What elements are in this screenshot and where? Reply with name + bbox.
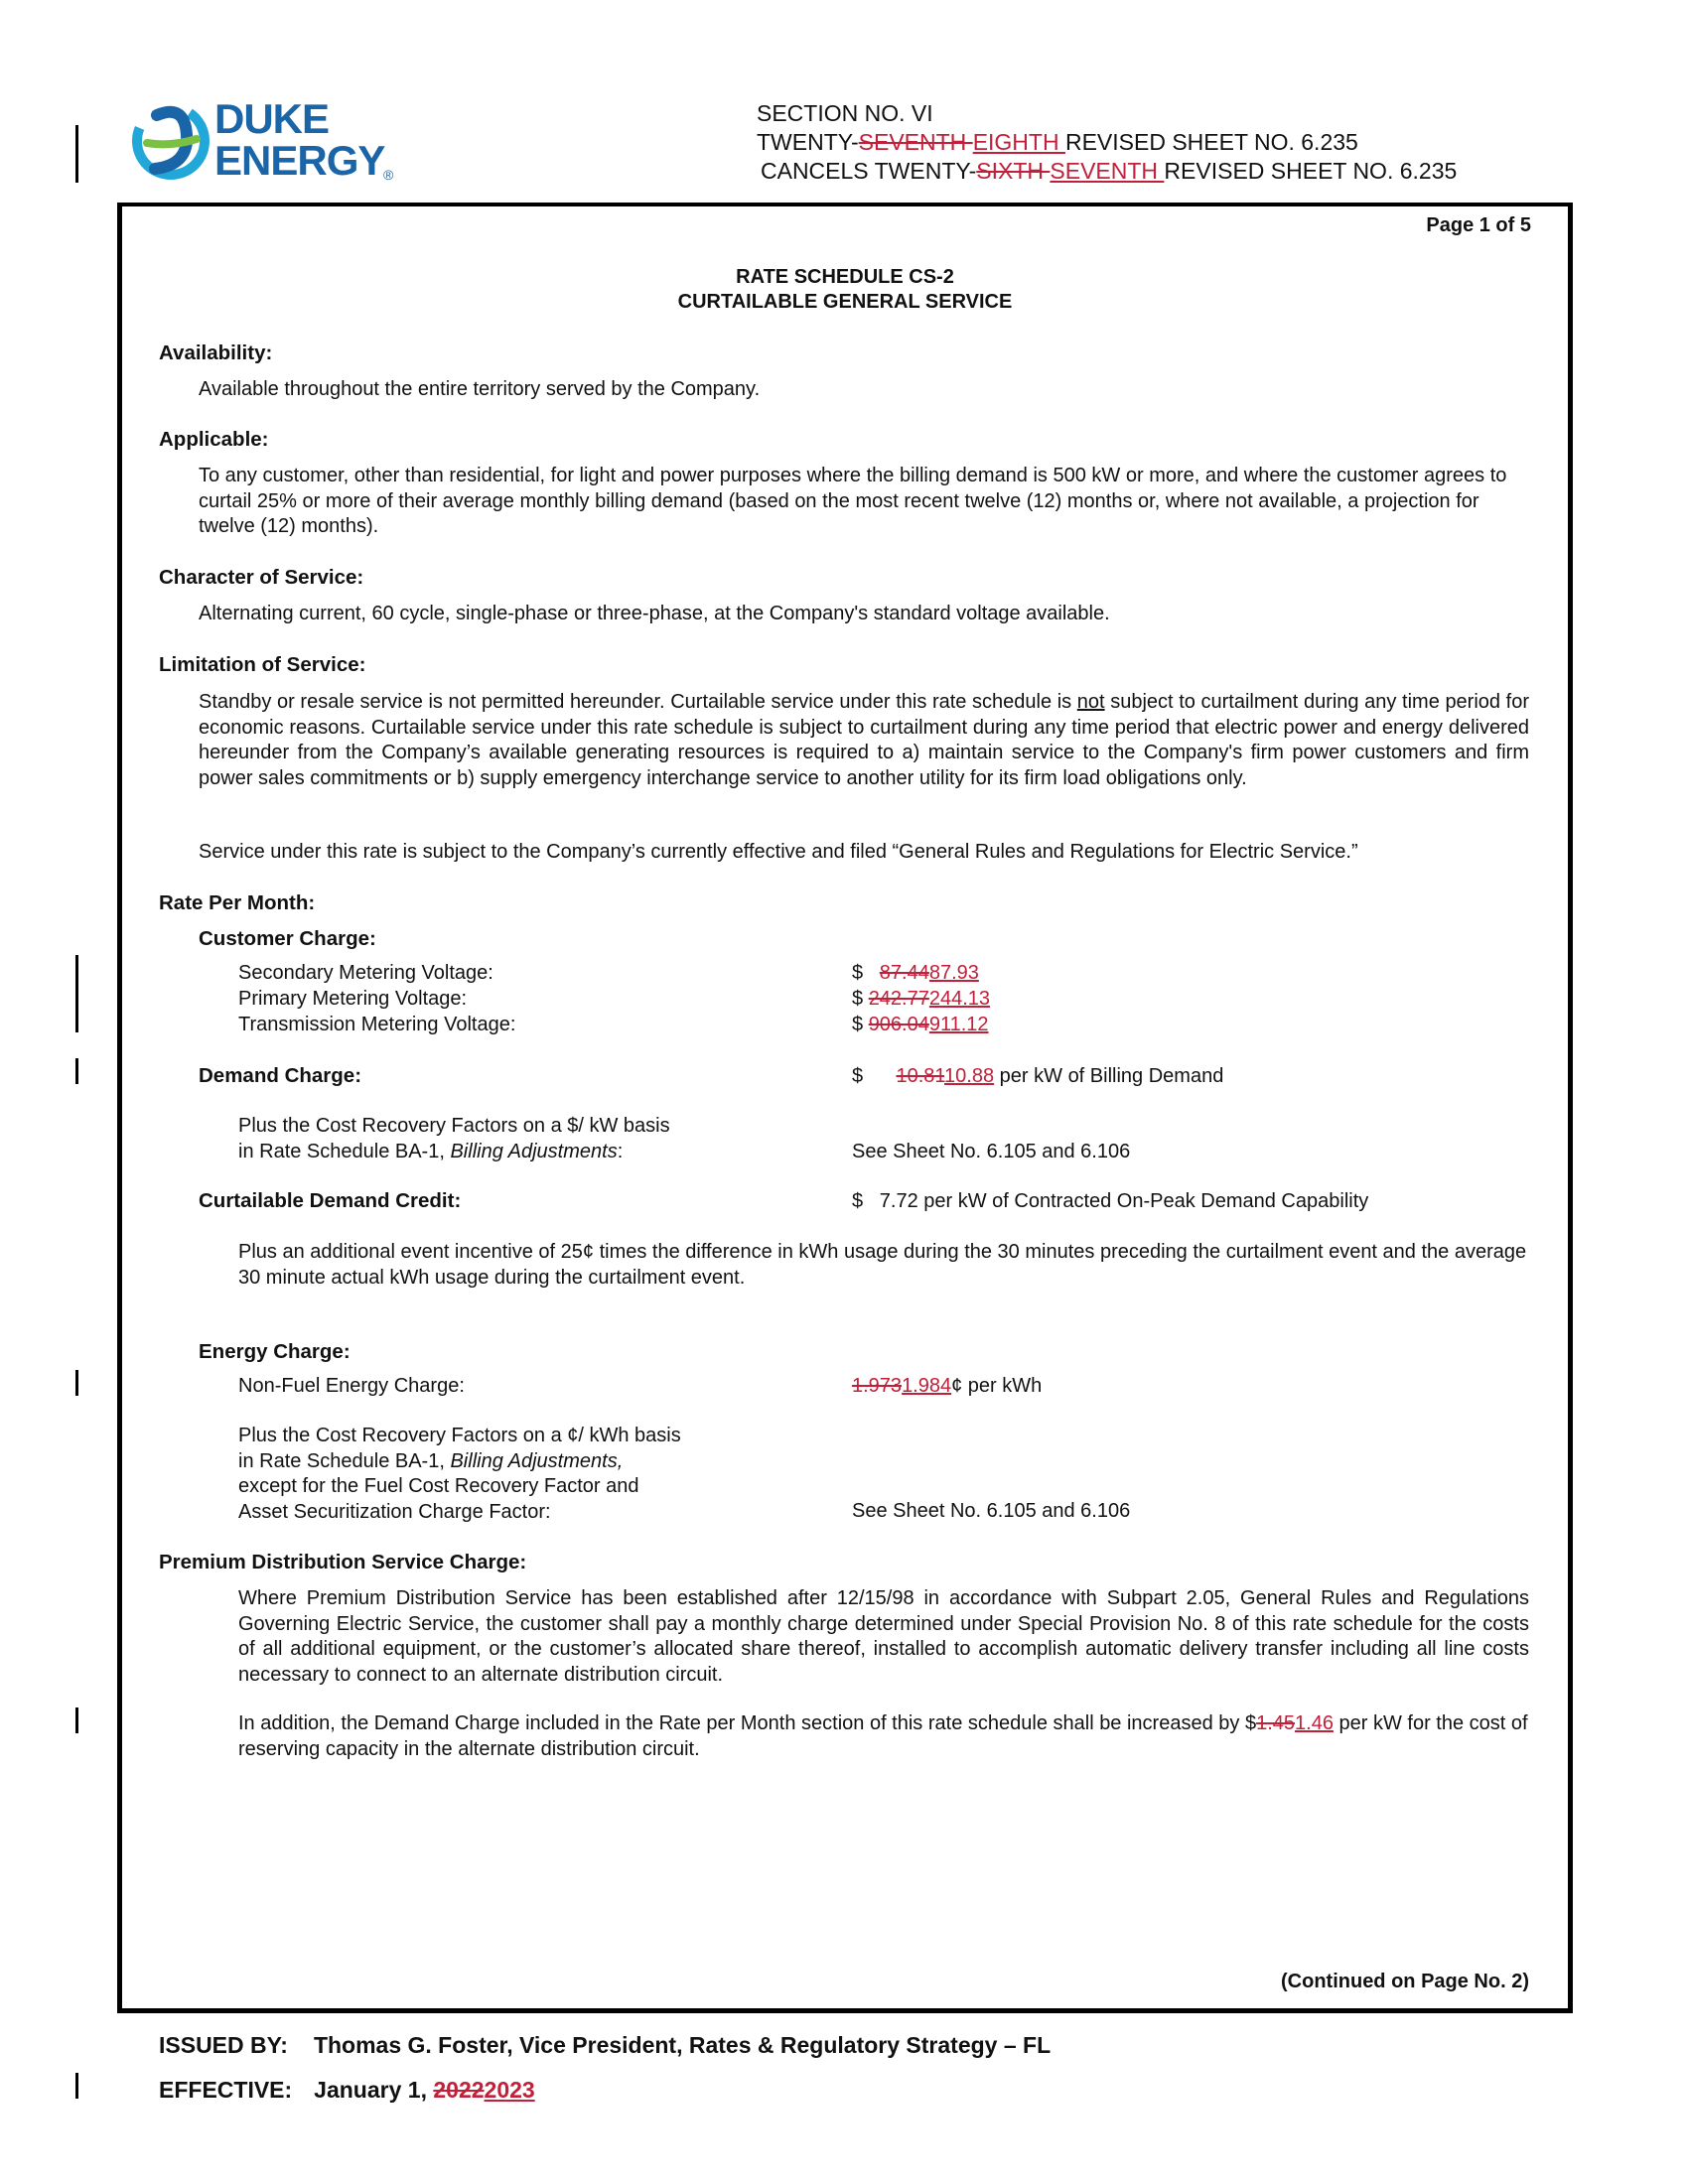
section-number: SECTION NO. VI <box>757 100 933 126</box>
transmission-label: Transmission Metering Voltage: <box>238 1014 516 1035</box>
old-value: 1.45 <box>1256 1712 1296 1734</box>
crf-italic: Billing Adjustments <box>450 1140 618 1162</box>
logo-mark-icon <box>127 95 216 185</box>
change-bar <box>75 2073 78 2099</box>
limitation-paragraph <box>199 690 1529 791</box>
demand-charge-value <box>852 1064 1223 1090</box>
change-bar <box>75 1058 78 1084</box>
applicable-text: To any customer, other than residential, for light and power purposes where the billing demand is 500 kW or more, and where the customer agrees to curtail 25% or more of their average monthly billing demand (based on the most recent twelve (12) months or, where not available, a projection for twelve (12) months). <box>199 465 1507 537</box>
duke-energy-logo <box>127 95 415 191</box>
title-line-2: CURTAILABLE GENERAL SERVICE <box>677 291 1013 313</box>
applicable-heading: Applicable: <box>159 428 269 451</box>
availability-text: Available throughout the entire territory served by the Company. <box>199 378 761 400</box>
limitation-rules-text: Service under this rate is subject to the Company’s currently effective and filed “General Rules and Regulations for Electric Service.” <box>199 841 1358 863</box>
effective-label: EFFECTIVE: <box>159 2077 293 2103</box>
revised-sheet-line <box>757 128 1358 157</box>
transmission-value <box>852 1013 989 1038</box>
availability-heading: Availability: <box>159 341 273 364</box>
character-heading: Character of Service: <box>159 566 364 589</box>
nonfuel-label: Non-Fuel Energy Charge: <box>238 1375 465 1397</box>
premium-heading: Premium Distribution Service Charge: <box>159 1551 527 1573</box>
premium-text-a: In addition, the Demand Charge included in the Rate per Month section of this rate schedule shall be increased by $ <box>238 1712 1257 1734</box>
energy-unit: ¢ per kWh <box>951 1375 1043 1397</box>
cancels-prefix: CANCELS TWENTY- <box>761 158 977 184</box>
crf-energy-line-3: except for the Fuel Cost Recovery Factor and <box>238 1475 639 1497</box>
effective-line <box>159 2077 535 2104</box>
credit-amount: 7.72 per kW of Contracted On-Peak Demand Capability <box>879 1190 1369 1212</box>
old-value: 10.81 <box>896 1065 945 1087</box>
crf-text: in Rate Schedule BA-1, <box>238 1449 451 1472</box>
logo-text-energy: ENERGY <box>214 137 385 184</box>
change-bar <box>75 1370 78 1396</box>
crf-demand-line-2 <box>238 1140 670 1165</box>
energy-charge-heading: Energy Charge: <box>199 1340 351 1363</box>
rate-heading: Rate Per Month: <box>159 891 316 914</box>
new-value: 1.984 <box>902 1375 952 1397</box>
currency-symbol: $ <box>852 1014 864 1035</box>
cancels-suffix: REVISED SHEET NO. 6.235 <box>1164 158 1458 184</box>
change-bar <box>75 955 78 1032</box>
crf-demand-text <box>238 1114 670 1164</box>
change-bar <box>75 125 78 183</box>
schedule-title <box>117 265 1573 315</box>
old-year: 2022 <box>433 2077 485 2103</box>
new-value: 911.12 <box>928 1014 989 1035</box>
cancels-sheet-line <box>761 157 1457 186</box>
crf-energy-line-4: Asset Securitization Charge Factor: <box>238 1500 551 1523</box>
primary-label: Primary Metering Voltage: <box>238 988 468 1010</box>
deleted-ordinal: SEVENTH <box>858 129 973 155</box>
inserted-ordinal: SEVENTH <box>1050 158 1165 184</box>
limitation-not: not <box>1076 691 1105 713</box>
premium-paragraph-2 <box>238 1711 1529 1762</box>
currency-symbol: $ <box>852 1190 864 1212</box>
registered-mark: ® <box>383 167 394 183</box>
crf-energy-value: See Sheet No. 6.105 and 6.106 <box>852 1500 1131 1522</box>
revised-prefix: TWENTY- <box>757 129 859 155</box>
limitation-text-b: subject to curtailment during any time period for economic reasons. Curtailable service under this rate schedule is subject to curtailment during any time period that electric power and energy delivered hereunder from the Company’s available generating resources is required to a) maintain service to the Company's firm power customers and firm power sales commitments or b) supply emergency interchange service to another utility for its firm load obligations only. <box>199 691 1529 789</box>
curtailable-credit-heading: Curtailable Demand Credit: <box>199 1189 462 1212</box>
limitation-heading: Limitation of Service: <box>159 653 366 676</box>
crf-energy-text <box>238 1424 681 1525</box>
issued-label: ISSUED BY: <box>159 2032 288 2058</box>
currency-symbol: $ <box>852 962 864 984</box>
nonfuel-value <box>852 1374 1042 1400</box>
customer-charge-heading: Customer Charge: <box>199 927 376 950</box>
new-value: 87.93 <box>928 962 979 984</box>
premium-paragraph-1: Where Premium Distribution Service has been established after 12/15/98 in accordance with Subpart 2.05, General Rules and Regulations Governing Electric Service, the customer shall pay a monthly charge determined under Special Provision No. 8 of this rate schedule for the costs of all additional equipment, or the customer’s allocated share thereof, installed to accomplish automatic delivery transfer including all line costs necessary to connect to an alternate distribution circuit. <box>238 1587 1529 1686</box>
crf-italic: Billing Adjustments, <box>450 1449 624 1472</box>
crf-colon: : <box>617 1140 624 1162</box>
effective-prefix: January 1, <box>314 2077 434 2103</box>
revised-suffix: REVISED SHEET NO. 6.235 <box>1064 129 1358 155</box>
page-number: Page 1 of 5 <box>1426 214 1531 236</box>
new-year: 2023 <box>484 2077 535 2103</box>
crf-energy-line-1: Plus the Cost Recovery Factors on a ¢/ kWh basis <box>238 1425 681 1446</box>
issued-by-line <box>159 2032 1051 2059</box>
inserted-ordinal: EIGHTH <box>972 129 1065 155</box>
issued-value: Thomas G. Foster, Vice President, Rates & Regulatory Strategy – FL <box>313 2032 1052 2058</box>
crf-text: in Rate Schedule BA-1, <box>238 1140 451 1162</box>
event-incentive-text: Plus an additional event incentive of 25¢ times the difference in kWh usage during the 30 minutes preceding the curtailment event and the average 30 minute actual kWh usage during the curtailment event. <box>238 1241 1527 1289</box>
crf-energy-line-2 <box>238 1449 681 1475</box>
old-value: 1.973 <box>852 1375 903 1397</box>
limitation-text-a: Standby or resale service is not permitted hereunder. Curtailable service under this rate schedule is <box>199 691 1077 713</box>
old-value: 906.04 <box>868 1014 929 1035</box>
secondary-label: Secondary Metering Voltage: <box>238 962 493 984</box>
new-value: 244.13 <box>928 988 991 1010</box>
premium-text-b: per kW for the cost of reserving capacity in the alternate distribution circuit. <box>238 1712 1528 1760</box>
curtailable-credit-value <box>852 1189 1368 1215</box>
secondary-value <box>852 961 979 987</box>
old-value: 87.44 <box>879 962 929 984</box>
continued-note: (Continued on Page No. 2) <box>1281 1971 1529 1992</box>
deleted-ordinal: SIXTH <box>976 158 1051 184</box>
demand-unit: per kW of Billing Demand <box>994 1065 1224 1087</box>
title-line-1: RATE SCHEDULE CS-2 <box>736 266 954 288</box>
logo-text-duke: DUKE <box>214 95 330 142</box>
crf-demand-line-1: Plus the Cost Recovery Factors on a $/ kW basis <box>238 1115 670 1137</box>
new-value: 10.88 <box>944 1065 995 1087</box>
currency-symbol: $ <box>852 988 864 1010</box>
character-text: Alternating current, 60 cycle, single-phase or three-phase, at the Company's standard voltage available. <box>199 603 1110 624</box>
old-value: 242.77 <box>868 988 929 1010</box>
change-bar <box>75 1707 78 1733</box>
currency-symbol: $ <box>852 1065 864 1087</box>
crf-demand-value: See Sheet No. 6.105 and 6.106 <box>852 1141 1131 1162</box>
primary-value <box>852 987 990 1013</box>
new-value: 1.46 <box>1295 1712 1334 1734</box>
demand-charge-heading: Demand Charge: <box>199 1064 362 1087</box>
